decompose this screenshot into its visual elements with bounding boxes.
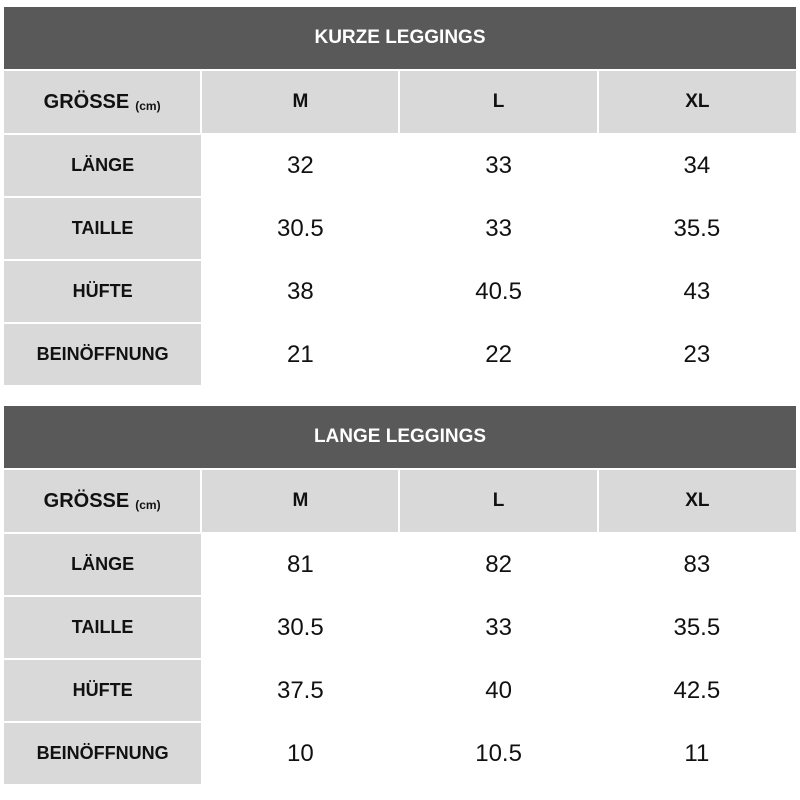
- value-cell: 35.5: [598, 197, 796, 260]
- unit-label: (cm): [135, 497, 161, 512]
- size-table-lange-leggings: [4, 406, 796, 784]
- table-row-taille: [4, 197, 796, 260]
- value-cell: 82: [399, 533, 597, 596]
- value-cell: 34: [598, 134, 796, 197]
- value-cell: 43: [598, 260, 796, 323]
- table-row-huefte: [4, 659, 796, 722]
- table-title: LANGE LEGGINGS: [4, 406, 796, 469]
- size-column-xl: XL: [598, 70, 796, 134]
- header-row: [4, 70, 796, 134]
- table-title-row: [4, 7, 796, 70]
- size-header-cell: [4, 70, 201, 134]
- table-row-taille: [4, 596, 796, 659]
- table-title-row: [4, 406, 796, 469]
- value-cell: 10: [201, 722, 399, 784]
- header-row: [4, 469, 796, 533]
- size-column-m: M: [201, 70, 399, 134]
- table-row-laenge: [4, 134, 796, 197]
- table-row-huefte: [4, 260, 796, 323]
- value-cell: 33: [399, 134, 597, 197]
- size-header-label: GRÖSSE: [43, 90, 130, 113]
- value-cell: 33: [399, 596, 597, 659]
- value-cell: 40: [399, 659, 597, 722]
- row-label: BEINÖFFNUNG: [4, 722, 201, 784]
- table-row-beinoeffnung: [4, 722, 796, 784]
- value-cell: 22: [399, 323, 597, 385]
- size-column-l: L: [399, 469, 597, 533]
- size-header-label: GRÖSSE: [43, 489, 130, 512]
- value-cell: 21: [201, 323, 399, 385]
- value-cell: 40.5: [399, 260, 597, 323]
- value-cell: 42.5: [598, 659, 796, 722]
- value-cell: 81: [201, 533, 399, 596]
- row-label: HÜFTE: [4, 260, 201, 323]
- row-label: BEINÖFFNUNG: [4, 323, 201, 385]
- size-column-xl: XL: [598, 469, 796, 533]
- row-label: TAILLE: [4, 197, 201, 260]
- value-cell: 33: [399, 197, 597, 260]
- value-cell: 11: [598, 722, 796, 784]
- value-cell: 32: [201, 134, 399, 197]
- table-row-laenge: [4, 533, 796, 596]
- table-row-beinoeffnung: [4, 323, 796, 385]
- value-cell: 23: [598, 323, 796, 385]
- row-label: LÄNGE: [4, 134, 201, 197]
- value-cell: 83: [598, 533, 796, 596]
- row-label: TAILLE: [4, 596, 201, 659]
- value-cell: 10.5: [399, 722, 597, 784]
- table-title: KURZE LEGGINGS: [4, 7, 796, 70]
- value-cell: 35.5: [598, 596, 796, 659]
- value-cell: 37.5: [201, 659, 399, 722]
- value-cell: 30.5: [201, 197, 399, 260]
- size-column-m: M: [201, 469, 399, 533]
- row-label: LÄNGE: [4, 533, 201, 596]
- value-cell: 38: [201, 260, 399, 323]
- unit-label: (cm): [135, 98, 161, 113]
- size-table-kurze-leggings: [4, 7, 796, 385]
- row-label: HÜFTE: [4, 659, 201, 722]
- value-cell: 30.5: [201, 596, 399, 659]
- size-header-cell: [4, 469, 201, 533]
- size-column-l: L: [399, 70, 597, 134]
